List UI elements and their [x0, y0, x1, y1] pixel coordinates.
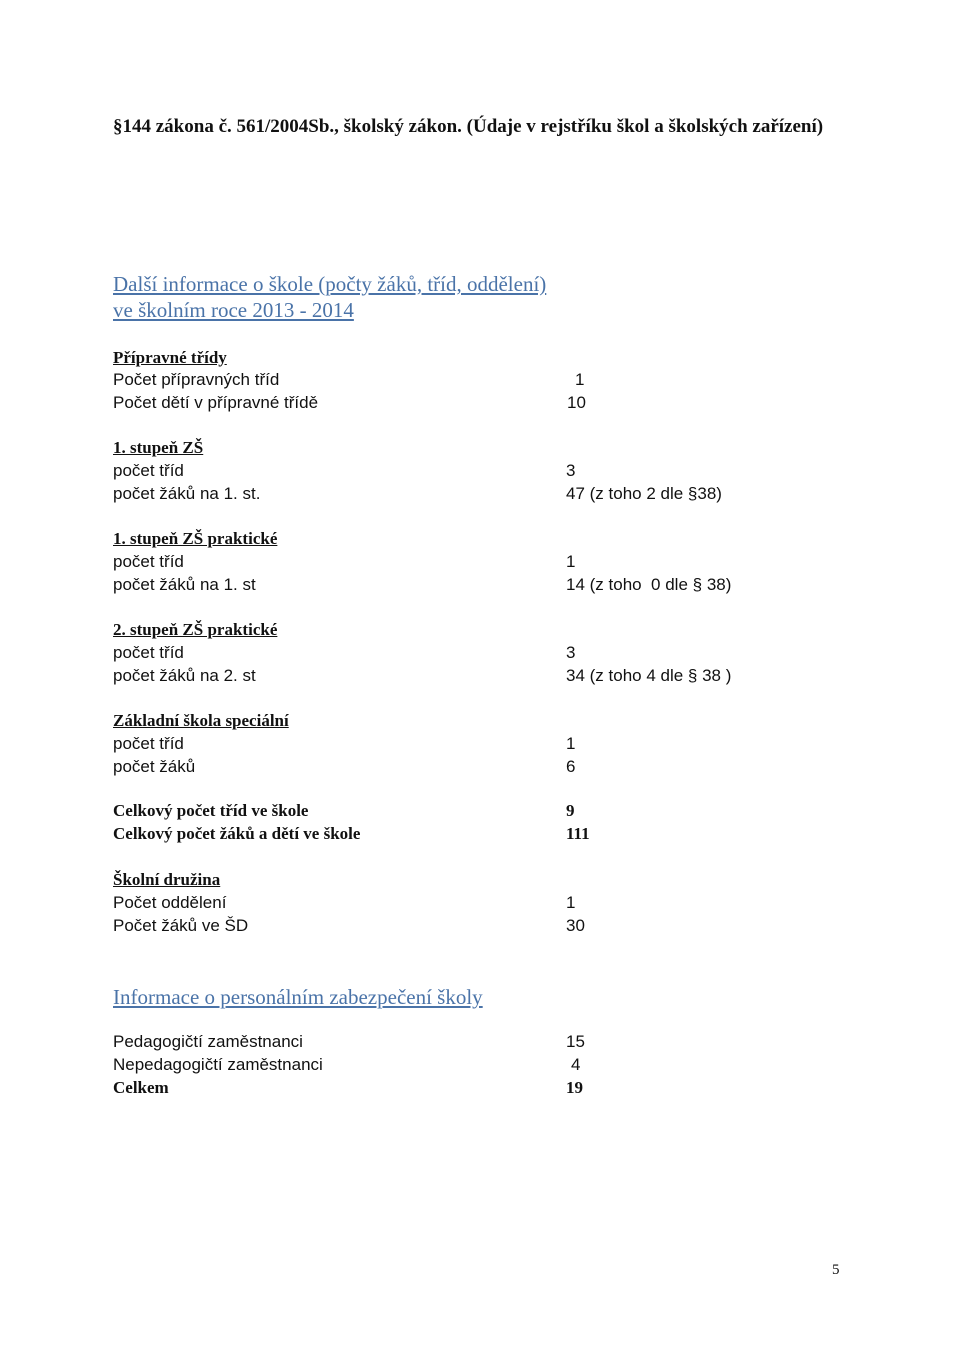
section-title-druzina: Školní družina: [113, 870, 221, 889]
row-value: 3: [566, 643, 576, 662]
heading-school-info: Další informace o škole (počty žáků, tříd, oddělení): [113, 272, 547, 296]
heading-school-year: ve školním roce 2013 - 2014: [113, 298, 354, 322]
section-title-stupen1: 1. stupeň ZŠ: [113, 438, 204, 457]
row-label: počet tříd: [113, 643, 184, 662]
personnel-total-value: 19: [566, 1078, 583, 1097]
total-classes-value: 9: [566, 801, 575, 820]
row-value: 15: [566, 1032, 585, 1051]
row-value: 6: [566, 757, 576, 776]
row-label: počet tříd: [113, 461, 184, 480]
row-value: 47 (z toho 2 dle §38): [566, 484, 722, 503]
row-label: Nepedagogičtí zaměstnanci: [113, 1055, 323, 1074]
heading-personnel: Informace o personálním zabezpečení školy: [113, 985, 483, 1009]
row-value: 1: [566, 734, 576, 753]
total-pupils-label: Celkový počet žáků a dětí ve škole: [113, 824, 361, 843]
intro-paragraph: §144 zákona č. 561/2004Sb., školský zákon. (Údaje v rejstříku škol a školských zařízení): [113, 116, 824, 137]
total-pupils-value: 111: [566, 824, 590, 843]
page-number: 5: [832, 1262, 840, 1278]
row-label: počet žáků na 1. st.: [113, 484, 261, 503]
row-value: 1: [575, 370, 585, 389]
row-value: 4: [571, 1055, 581, 1074]
row-label: Počet oddělení: [113, 893, 227, 912]
total-classes-label: Celkový počet tříd ve škole: [113, 801, 309, 820]
section-title-stupen2-prakticke: 2. stupeň ZŠ praktické: [113, 620, 278, 639]
row-value: 14 (z toho 0 dle § 38): [566, 575, 732, 594]
row-label: počet žáků na 1. st: [113, 575, 256, 594]
personnel-total-label: Celkem: [113, 1078, 169, 1097]
row-value: 3: [566, 461, 576, 480]
section-title-stupen1-prakticke: 1. stupeň ZŠ praktické: [113, 529, 278, 548]
row-label: Počet dětí v přípravné třídě: [113, 393, 319, 412]
row-value: 30: [566, 916, 585, 935]
row-label: Počet přípravných tříd: [113, 370, 280, 389]
row-label: počet žáků na 2. st: [113, 666, 256, 685]
row-label: počet tříd: [113, 552, 184, 571]
row-label: počet žáků: [113, 757, 196, 776]
section-title-specialni: Základní škola speciální: [113, 711, 289, 730]
row-value: 1: [566, 552, 576, 571]
row-value: 1: [566, 893, 576, 912]
section-title-pripravne: Přípravné třídy: [113, 348, 227, 367]
row-value: 10: [567, 393, 586, 412]
row-label: počet tříd: [113, 734, 184, 753]
row-label: Pedagogičtí zaměstnanci: [113, 1032, 303, 1051]
row-label: Počet žáků ve ŠD: [113, 916, 249, 935]
row-value: 34 (z toho 4 dle § 38 ): [566, 666, 732, 685]
